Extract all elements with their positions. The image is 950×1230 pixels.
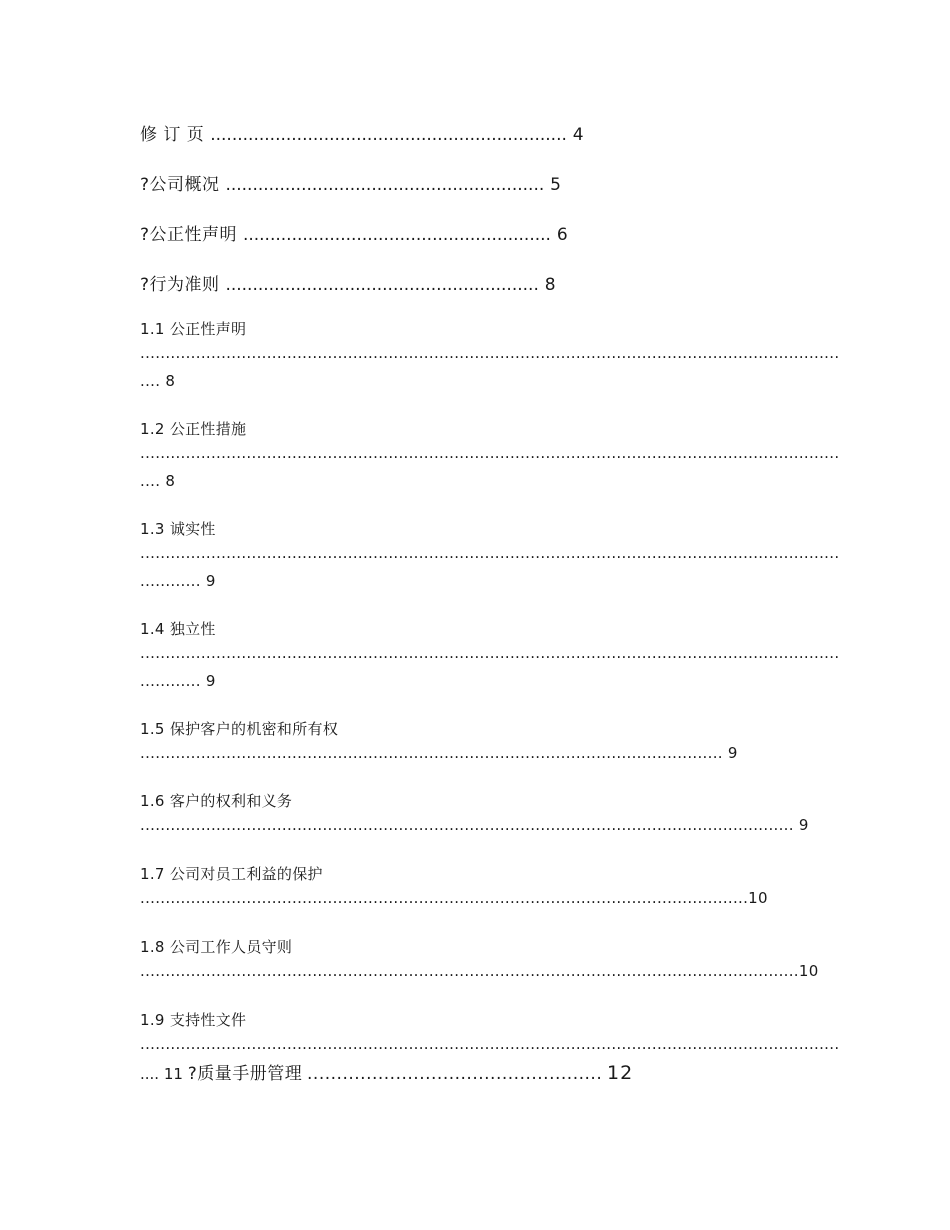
- toc-page-number: 10: [798, 962, 819, 980]
- toc-page-number: 8: [544, 275, 557, 295]
- toc-leader-dots: ............: [140, 572, 206, 590]
- toc-entry-title: 1.7 公司对员工利益的保护: [140, 865, 323, 883]
- toc-page-number: 9: [798, 816, 809, 834]
- toc-entry-1-8-title[interactable]: [140, 936, 292, 957]
- toc-entry-title: ?公正性声明: [140, 225, 238, 245]
- toc-page-number: 12: [607, 1062, 634, 1084]
- toc-leader-dots: .........................................................: [242, 225, 551, 245]
- toc-entry-1-9-page-and-quality-manual[interactable]: [140, 1059, 633, 1084]
- toc-leader-dots: ..........................................................................................................................................: [140, 444, 840, 462]
- toc-entry-impartiality-statement[interactable]: [140, 220, 568, 245]
- toc-leader-dots: ..........................................................................................................................................: [140, 644, 840, 662]
- toc-entry-1-1-title[interactable]: [140, 318, 246, 339]
- toc-entry-1-4-title[interactable]: [140, 618, 216, 639]
- toc-entry-title: 1.4 独立性: [140, 620, 216, 638]
- toc-entry-1-2-page: [140, 472, 175, 490]
- toc-page-number: 8: [165, 472, 176, 490]
- toc-entry-1-9-title[interactable]: [140, 1009, 246, 1030]
- toc-entry-1-8-page: [140, 962, 819, 980]
- toc-entry-company-overview[interactable]: [140, 170, 562, 195]
- toc-entry-1-7-page: [140, 889, 768, 907]
- toc-leader-dots: ..................................................: [307, 1064, 603, 1084]
- toc-entry-title: 1.1 公正性声明: [140, 320, 247, 338]
- toc-leader-dots: ..................................................................................................................................: [140, 962, 799, 980]
- toc-leader-dots: ...........................................................: [225, 175, 545, 195]
- toc-entry-1-6-page: [140, 816, 810, 834]
- toc-leader-dots: ....: [140, 472, 166, 490]
- toc-entry-code-of-conduct[interactable]: [140, 270, 556, 295]
- toc-leader-dots: ..........................................................................................................................................: [140, 1035, 840, 1053]
- toc-leader-dots: ...................................................................................................................: [140, 744, 728, 762]
- toc-entry-revision[interactable]: [140, 120, 584, 145]
- toc-entry-1-5-title[interactable]: [140, 718, 338, 739]
- toc-leader-dots: ....: [140, 372, 166, 390]
- toc-entry-1-5-page: [140, 744, 740, 762]
- toc-leader-dots: ..................................................................: [210, 125, 567, 145]
- toc-leader-dots: ..........................................................................................................................................: [140, 544, 840, 562]
- toc-entry-1-2-title[interactable]: [140, 418, 246, 439]
- toc-entry-title: 修 订 页: [140, 125, 205, 145]
- toc-page-number: 10: [748, 889, 768, 907]
- toc-leader-dots: ..........................................................................................................................................: [140, 344, 840, 362]
- toc-page-number: 6: [556, 225, 569, 245]
- toc-leader-dots: .................................................................................................................................: [140, 816, 799, 834]
- toc-leader-dots: ........................................................................................................................: [140, 889, 749, 907]
- toc-entry-title: 1.6 客户的权利和义务: [140, 792, 293, 810]
- toc-leader-dots: ..........................................................: [225, 275, 539, 295]
- toc-entry-1-4-page: [140, 672, 216, 690]
- toc-page-number: 9: [205, 572, 216, 590]
- toc-entry-1-7-title[interactable]: [140, 863, 323, 884]
- toc-page-number: 9: [727, 744, 738, 762]
- toc-page-number: 8: [165, 372, 176, 390]
- toc-entry-title: 1.5 保护客户的机密和所有权: [140, 720, 339, 738]
- toc-entry-title: 1.2 公正性措施: [140, 420, 247, 438]
- toc-leader-dots: ............: [140, 672, 206, 690]
- toc-entry-1-3-title[interactable]: [140, 518, 216, 539]
- toc-entry-title: 1.8 公司工作人员守则: [140, 938, 293, 956]
- toc-page-number: 4: [572, 125, 585, 145]
- toc-entry-title: 1.3 诚实性: [140, 520, 216, 538]
- toc-entry-title: 1.9 支持性文件: [140, 1011, 247, 1029]
- toc-entry-1-3-page: [140, 572, 216, 590]
- toc-leader-dots: ....: [140, 1065, 164, 1083]
- toc-page-number: 5: [550, 175, 562, 195]
- toc-page-number: 11: [163, 1065, 183, 1083]
- toc-entry-1-1-page: [140, 372, 175, 390]
- toc-entry-title: ?质量手册管理: [187, 1064, 303, 1084]
- toc-page-number: 9: [205, 672, 216, 690]
- toc-entry-title: ?行为准则: [140, 275, 220, 295]
- toc-entry-1-6-title[interactable]: [140, 790, 292, 811]
- toc-entry-title: ?公司概况: [140, 175, 220, 195]
